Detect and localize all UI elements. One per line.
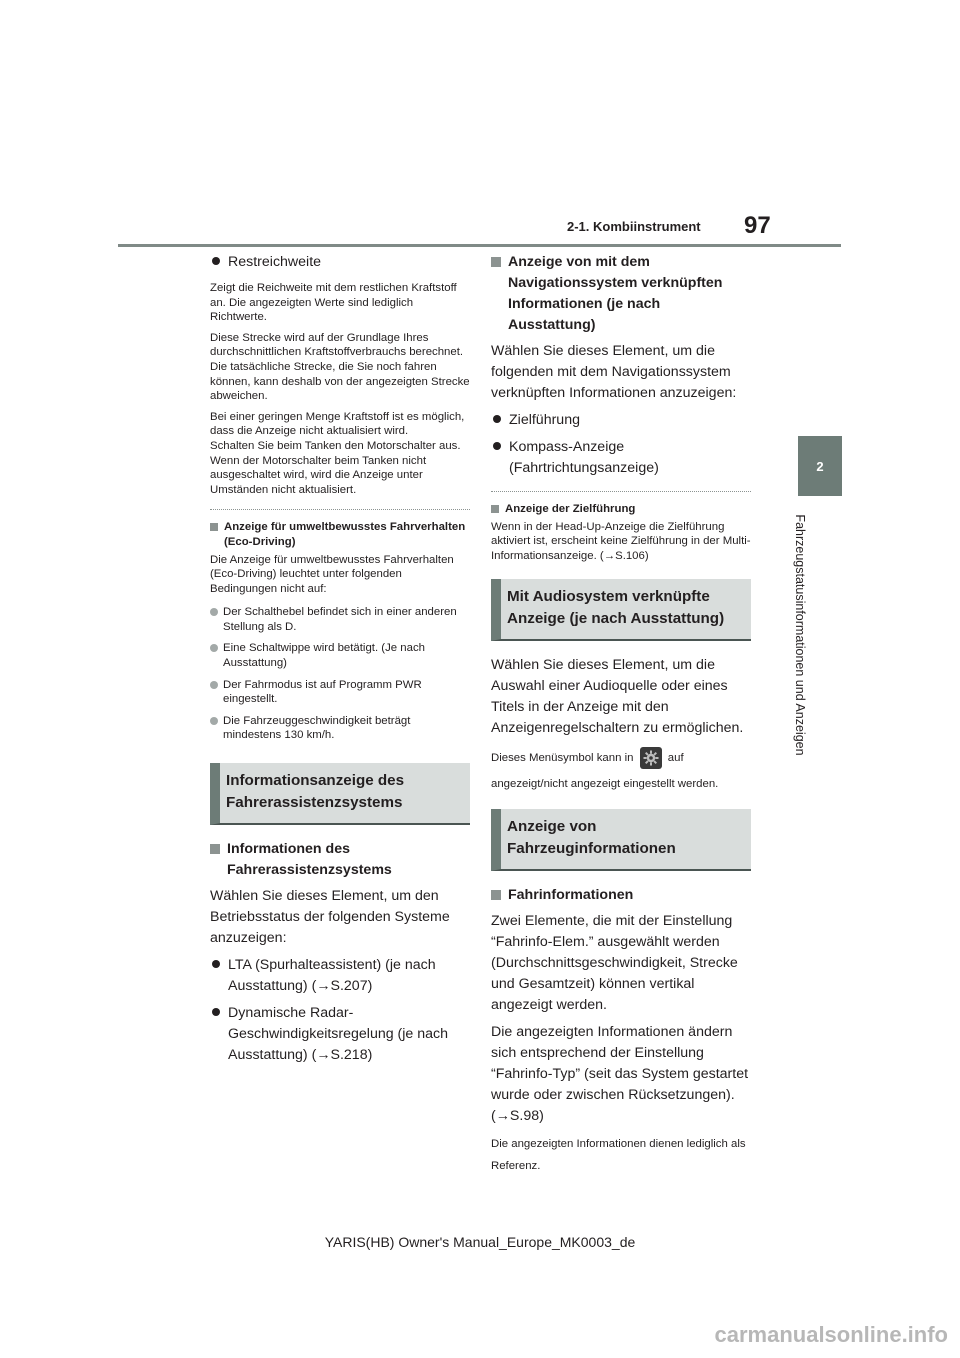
header-rule <box>118 244 841 247</box>
bullet-dot-icon <box>210 678 223 707</box>
chapter-label-text: Fahrzeugstatusinformationen und Anzeigen <box>793 514 807 756</box>
square-bullet-icon <box>210 520 224 549</box>
list-item: Eine Schaltwippe wird betätigt. (Je nach Ausstattung) <box>210 641 470 670</box>
restreichweite-heading: Restreichweite <box>210 252 470 273</box>
section-heading-assist: Informationsanzeige des Fahrerassistenzsystems <box>210 763 470 825</box>
eco-heading: Anzeige für umweltbewusstes Fahrverhalten (Eco-Driving) <box>210 520 470 549</box>
ziel-heading: Anzeige der Zielführung <box>491 502 751 517</box>
square-bullet-icon <box>210 839 227 881</box>
chapter-number: 2 <box>816 458 824 474</box>
audio-note: Dieses Menüsymbol kann in auf angezeigt/nicht angezeigt eingestellt werden. <box>491 745 751 797</box>
list-item: Der Fahrmodus ist auf Programm PWR eingestellt. <box>210 678 470 707</box>
bullet-dot-icon <box>491 441 503 453</box>
paragraph: Zeigt die Reichweite mit dem restlichen Kraftstoff an. Die angezeigten Werte sind lediglich Richtwerte. <box>210 282 457 324</box>
list-item: Zielführung <box>491 410 751 431</box>
list-item: LTA (Spurhalteassistent) (je nach Ausstattung) (→S.207) <box>210 955 470 997</box>
settings-gear-icon <box>640 747 662 769</box>
list-item: Dynamische Radar-Geschwindigkeitsregelung (je nach Ausstattung) (→S.218) <box>210 1003 470 1066</box>
divider <box>210 509 470 510</box>
paragraph: Wählen Sie dieses Element, um den Betriebsstatus der folgenden Systeme anzuzeigen: <box>210 888 450 947</box>
square-bullet-icon <box>491 252 508 336</box>
paragraph: Zwei Elemente, die mit der Einstellung “Fahrinfo-Elem.” ausgewählt werden (Durchschnittsgeschwindigkeit, Strecke und Gesamtzeit) können vertikal angezeigt werden. <box>491 913 738 1014</box>
paragraph: Die Anzeige für umweltbewusstes Fahrverhalten (Eco-Driving) leuchtet unter folgenden Bedingungen nicht auf: <box>210 553 454 595</box>
bullet-dot-icon <box>210 256 222 268</box>
section-header: 2-1. Kombiinstrument <box>567 219 701 234</box>
list-item: Kompass-Anzeige (Fahrtrichtungsanzeige) <box>491 437 751 479</box>
chapter-tab <box>798 436 842 496</box>
paragraph: Die angezeigten Informationen ändern sich entsprechend der Einstellung “Fahrinfo-Typ” (seit das System gestartet wurde oder zwischen Rücksetzungen). (→S.98) <box>491 1024 749 1125</box>
square-bullet-icon <box>491 885 508 906</box>
paragraph: Diese Strecke wird auf der Grundlage Ihres durchschnittlichen Kraftstoffverbrauchs berechnet. Die tatsächliche Strecke, die Sie noch fahren können, kann deshalb von der angezeigten Strecke abweichen. <box>210 331 470 403</box>
paragraph: Wählen Sie dieses Element, um die folgenden mit dem Navigationssystem verknüpften Informationen anzuzeigen: <box>491 343 737 401</box>
paragraph: Schalten Sie beim Tanken den Motorschalter aus. Wenn der Motorschalter beim Tanken nicht ausgeschaltet wird, wird die Anzeige unter Umständen nicht aktualisiert. <box>210 439 461 496</box>
nav-heading: Anzeige von mit dem Navigationssystem verknüpften Informationen (je nach Ausstattung) <box>491 252 751 336</box>
section-heading-vehicle: Anzeige von Fahrzeuginformationen <box>491 809 751 871</box>
footer: YARIS(HB) Owner's Manual_Europe_MK0003_de <box>324 1234 636 1250</box>
divider <box>491 491 751 492</box>
bullet-dot-icon <box>210 641 223 670</box>
watermark: carmanualsonline.info <box>714 1322 948 1347</box>
vehicle-heading: Fahrinformationen <box>491 885 751 906</box>
bullet-dot-icon <box>491 414 503 426</box>
paragraph: Wählen Sie dieses Element, um die Auswahl einer Audioquelle oder eines Titels in der Anzeige mit den Anzeigenregelschaltern zu ermöglichen. <box>491 657 744 737</box>
bullet-dot-icon <box>210 959 222 971</box>
bullet-dot-icon <box>210 714 223 743</box>
list-item: Die Fahrzeuggeschwindigkeit beträgt mindestens 130 km/h. <box>210 714 470 743</box>
left-column <box>210 252 470 1072</box>
bullet-dot-icon <box>210 1007 222 1019</box>
section-heading-audio: Mit Audiosystem verknüpfte Anzeige (je nach Ausstattung) <box>491 579 751 641</box>
paragraph: Bei einer geringen Menge Kraftstoff ist es möglich, dass die Anzeige nicht aktualisiert wird. <box>210 410 465 438</box>
page-number: 97 <box>744 212 771 239</box>
list-item: Der Schalthebel befindet sich in einer anderen Stellung als D. <box>210 605 470 634</box>
assist-heading: Informationen des Fahrerassistenzsystems <box>210 839 470 881</box>
square-bullet-icon <box>491 502 505 517</box>
paragraph: Wenn in der Head-Up-Anzeige die Zielführung aktiviert ist, erscheint keine Zielführung in der Multi-Informationsanzeige. (→S.106) <box>491 520 751 562</box>
chapter-label <box>770 505 830 765</box>
bullet-dot-icon <box>210 605 223 634</box>
right-column <box>491 252 751 1183</box>
paragraph: Die angezeigten Informationen dienen lediglich als Referenz. <box>491 1138 746 1173</box>
